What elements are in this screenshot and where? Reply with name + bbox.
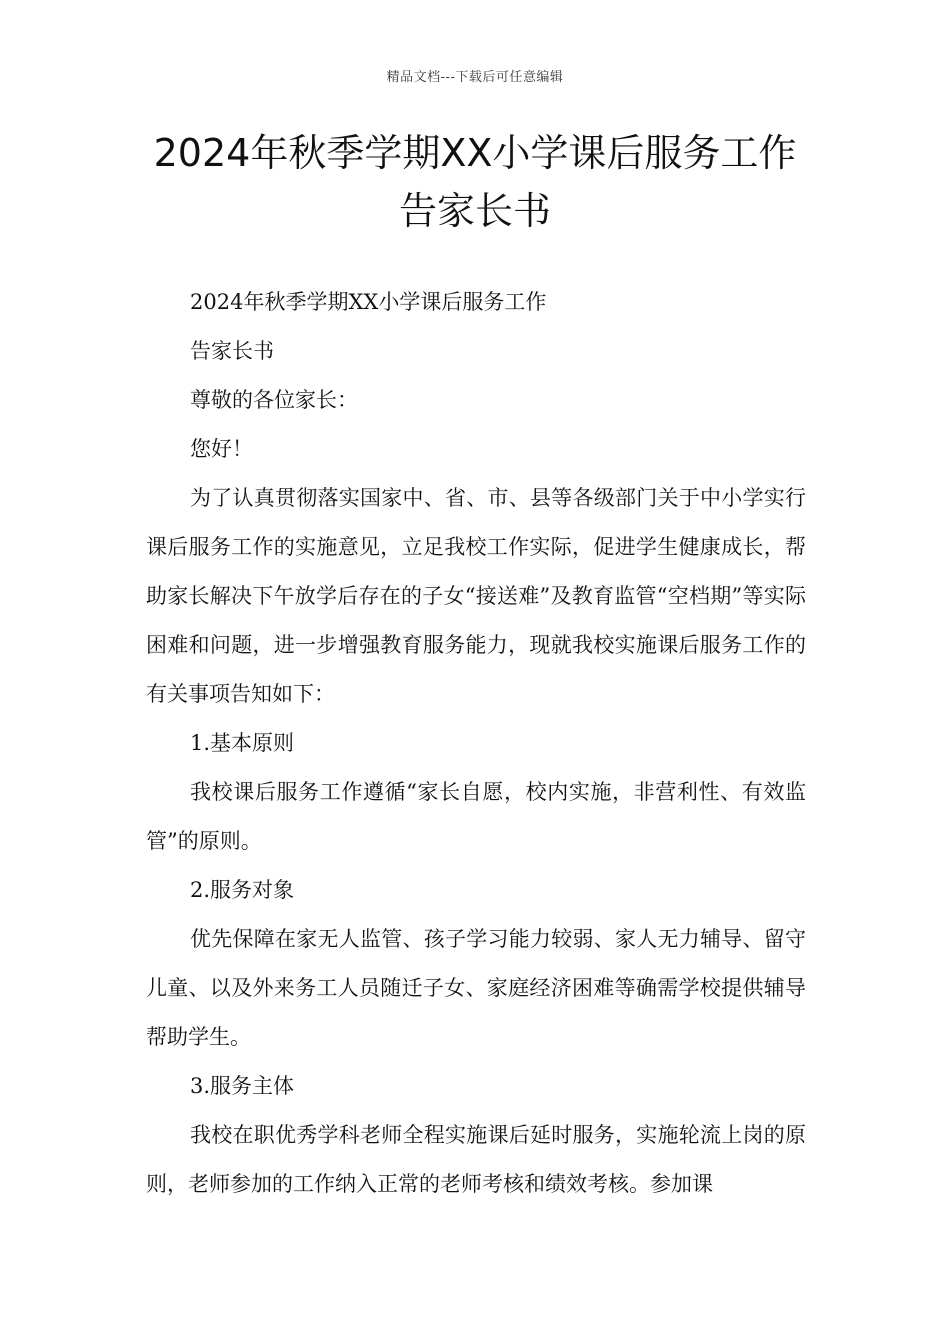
section-text-service-target: 优先保障在家无人监管、孩子学习能力较弱、家人无力辅导、留守儿童、以及外来务工人员随迁子女、家庭经济困难等确需学校提供辅导帮助学生。 bbox=[146, 927, 806, 1049]
salutation: 尊敬的各位家长： bbox=[190, 388, 358, 412]
document-title bbox=[120, 124, 830, 240]
section-heading-service-provider: 3.服务主体 bbox=[190, 1074, 295, 1098]
title-line-2: 告家长书 bbox=[398, 189, 551, 233]
header-note: 精品文档---下载后可任意编辑 bbox=[386, 70, 564, 85]
section-heading-service-target: 2.服务对象 bbox=[190, 878, 295, 902]
subtitle-line-1: 2024年秋季学期XX小学课后服务工作 bbox=[190, 290, 547, 314]
document-body bbox=[146, 278, 806, 1209]
section-heading-principles: 1.基本原则 bbox=[190, 731, 295, 755]
section-text-service-provider: 我校在职优秀学科老师全程实施课后延时服务，实施轮流上岗的原则，老师参加的工作纳入正常的老师考核和绩效考核。参加课 bbox=[146, 1123, 806, 1196]
greeting: 您好！ bbox=[190, 437, 253, 461]
intro-paragraph: 为了认真贯彻落实国家中、省、市、县等各级部门关于中小学实行课后服务工作的实施意见，立足我校工作实际，促进学生健康成长，帮助家长解决下午放学后存在的子女“接送难”及教育监管“空档期”等实际困难和问题，进一步增强教育服务能力，现就我校实施课后服务工作的有关事项告知如下： bbox=[146, 486, 806, 706]
title-line-1: 2024年秋季学期XX小学课后服务工作 bbox=[153, 131, 797, 175]
subtitle-line-2: 告家长书 bbox=[190, 339, 274, 363]
section-text-principles: 我校课后服务工作遵循“家长自愿，校内实施，非营利性、有效监管”的原则。 bbox=[146, 780, 806, 853]
